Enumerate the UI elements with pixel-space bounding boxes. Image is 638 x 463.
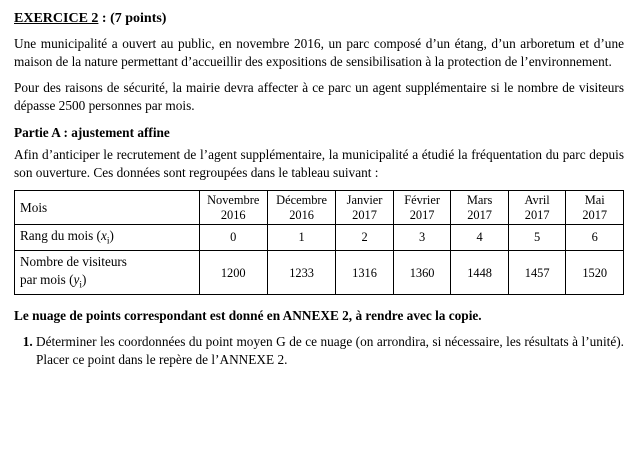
- table-cell-rang: 0: [199, 224, 267, 250]
- table-cell-visiteurs: 1448: [451, 251, 509, 295]
- part-a-title: Partie A : ajustement affine: [14, 125, 170, 140]
- month-name: Février: [404, 193, 440, 208]
- table-header-month: [508, 191, 566, 225]
- table-header-month: [451, 191, 509, 225]
- visiteurs-variable-sub: i: [79, 280, 82, 291]
- visiteurs-label-text: par mois (: [20, 272, 74, 288]
- table-label-mois: Mois: [15, 191, 200, 225]
- table-cell-rang: 1: [267, 224, 335, 250]
- month-year: 2017: [352, 207, 377, 222]
- table-cell-rang: 6: [566, 224, 624, 250]
- frequentation-table: [14, 190, 624, 295]
- month-year: 2017: [467, 207, 492, 222]
- table-row-header: [15, 191, 624, 225]
- table-label-visiteurs: [15, 251, 200, 295]
- month-name: Décembre: [276, 193, 328, 208]
- table-label-rang: [15, 224, 200, 250]
- table-cell-visiteurs: 1200: [199, 251, 267, 295]
- table-cell-rang: 5: [508, 224, 566, 250]
- month-year: 2016: [289, 207, 314, 222]
- exercise-title-prefix: EXERCICE 2: [14, 11, 99, 26]
- month-name: Mai: [584, 193, 605, 208]
- table-cell-visiteurs: 1360: [393, 251, 451, 295]
- exercise-title: [14, 10, 624, 29]
- month-name: Novembre: [207, 193, 260, 208]
- table-row-visiteurs: [15, 251, 624, 295]
- intro-paragraph-1: Une municipalité a ouvert au public, en novembre 2016, un parc composé d’un étang, d’un arboretum et d’une maison de la nature permettant d’accueillir des expositions de sensibilisation à la protection de l’environnement.: [14, 35, 624, 69]
- month-year: 2016: [220, 207, 246, 222]
- table-header-month: [393, 191, 451, 225]
- month-year: 2017: [409, 207, 435, 222]
- part-a-intro: Afin d’anticiper le recrutement de l’agent supplémentaire, la municipalité a étudié la fréquentation du parc depuis son ouverture. Ces données sont regroupées dans le tableau suivant :: [14, 146, 624, 180]
- month-name: Janvier: [346, 193, 383, 208]
- month-year: 2017: [582, 207, 608, 222]
- table-cell-rang: 4: [451, 224, 509, 250]
- question-list: [14, 333, 624, 369]
- visiteurs-variable: y: [73, 272, 80, 288]
- month-name: Mars: [466, 193, 493, 208]
- month-year: 2017: [524, 207, 550, 222]
- table-cell-visiteurs: 1233: [267, 251, 335, 295]
- table-header-month: [199, 191, 267, 225]
- visiteurs-label-end: ): [81, 272, 87, 288]
- table-header-month: [267, 191, 335, 225]
- rang-label-end: ): [109, 227, 114, 243]
- table-header-month: [566, 191, 624, 225]
- table-header-month: [336, 191, 394, 225]
- table-cell-rang: 3: [393, 224, 451, 250]
- visiteurs-label-line2: [20, 271, 198, 292]
- intro-paragraph-2: Pour des raisons de sécurité, la mairie devra affecter à ce parc un agent supplémentaire si le nombre de visiteurs dépasse 2500 personnes par mois.: [14, 80, 624, 114]
- question-item: 1. Déterminer les coordonnées du point moyen G de ce nuage (on arrondira, si nécessaire, les résultats à l’unité). Placer ce point dans le repère de l’ANNEXE 2.: [36, 333, 624, 369]
- table-cell-visiteurs: 1316: [336, 251, 394, 295]
- table-cell-visiteurs: 1457: [508, 251, 566, 295]
- visiteurs-label-line1: Nombre de visiteurs: [20, 254, 127, 270]
- month-name: Avril: [524, 193, 550, 208]
- rang-variable: x: [100, 227, 107, 243]
- rang-variable-sub: i: [106, 236, 110, 247]
- annex-note: Le nuage de points correspondant est donné en ANNEXE 2, à rendre avec la copie.: [14, 308, 482, 324]
- table-row-rang: [15, 224, 624, 250]
- table-cell-visiteurs: 1520: [566, 251, 624, 295]
- exercise-title-suffix: : (7 points): [98, 11, 167, 26]
- rang-label-text: Rang du mois (: [20, 227, 101, 243]
- table-cell-rang: 2: [336, 224, 394, 250]
